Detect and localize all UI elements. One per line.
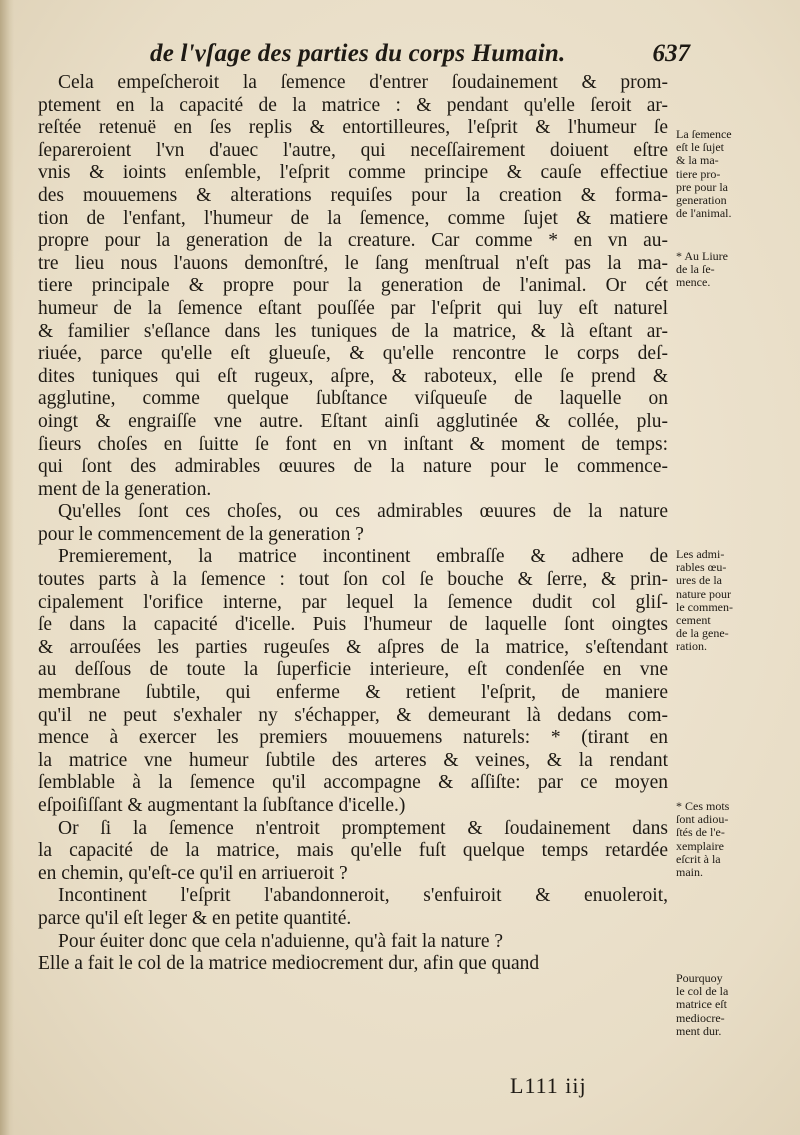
text-line: reſtée retenuë en ſes replis & entortilleures, l'eſprit & l'humeur ſe <box>38 117 668 139</box>
margin-note-line: de la ſe- <box>676 262 715 277</box>
binding-gutter <box>0 0 14 1135</box>
margin-note-line: main. <box>676 865 703 880</box>
text-line: humeur de la ſemence eſtant pouſſée par l'eſprit qui luy eſt naturel <box>38 297 668 319</box>
margin-note-line: La ſemence <box>676 127 732 141</box>
margin-note-line: ration. <box>676 639 707 654</box>
margin-note-line: Pourquoy <box>676 971 723 985</box>
text-line: ptement en la capacité de la matrice : & pendant qu'elle ſeroit ar- <box>38 94 668 116</box>
text-line: & familier s'eſlance dans les tuniques de la matrice, & là eſtant ar- <box>38 320 668 342</box>
margin-note-line: tiere pro- <box>676 166 721 181</box>
text-line: propre pour la generation de la creature. Car comme * en vn au- <box>38 230 668 252</box>
main-text-block <box>38 72 668 976</box>
margin-note-line: mence. <box>676 275 711 290</box>
margin-note-line: rables œu- <box>676 560 727 575</box>
margin-note-line: ment dur. <box>676 1023 722 1038</box>
margin-note-line: mediocre- <box>676 1010 725 1025</box>
text-line: dites tuniques qui eſt rugeux, aſpre, & raboteux, elle ſe prend & <box>38 365 668 387</box>
margin-note-line: eſt le ſujet <box>676 140 724 155</box>
text-line: ſe dans la capacité d'icelle. Puis l'humeur de laquelle ſont oingtes <box>38 614 668 636</box>
margin-note-line: ſont adiou- <box>676 812 729 827</box>
note-pourquoy <box>676 972 768 1038</box>
text-line: Qu'elles ſont ces choſes, ou ces admirables œuures de la nature <box>58 501 668 523</box>
text-line: ſepareroient l'vn d'auec l'autre, qui neceſſairement doiuent eſtre <box>38 139 668 161</box>
margin-note-line: cement <box>676 613 711 628</box>
text-line: tion de l'enfant, l'humeur de la ſemence, comme ſujet & matiere <box>38 207 668 229</box>
text-line: membrane ſubtile, qui enferme & retient l'eſprit, de maniere <box>38 682 668 704</box>
text-line: Cela empeſcheroit la ſemence d'entrer ſoudainement & prom- <box>58 72 668 93</box>
text-line: pour le commencement de la generation ? <box>38 523 364 545</box>
note-au-livre <box>676 250 768 290</box>
margin-note-line: de la gene- <box>676 626 729 641</box>
text-line: la matrice vne humeur ſubtile des arteres & veines, & la rendant <box>38 749 668 771</box>
text-line: tre lieu nous l'auons demonſtré, le ſang menſtrual n'eſt pas la ma- <box>38 252 668 274</box>
text-line: ſieurs choſes en ſuitte ſe font en vn inſtant & moment de temps: <box>38 433 668 455</box>
note-semence-sujet <box>676 128 768 220</box>
margin-note-line: xemplaire <box>676 838 724 853</box>
margin-note-line: * Au Liure <box>676 249 728 263</box>
text-line: ſemblable à la ſemence qu'il accompagne & aſſiſte: par ce moyen <box>38 772 668 794</box>
margin-note-line: & la ma- <box>676 153 719 168</box>
text-line: des mouuemens & alterations requiſes pour la creation & forma- <box>38 184 668 206</box>
note-admirables-oeuvres <box>676 548 768 654</box>
text-line: cipalement l'orifice interne, par lequel la ſemence dudit col gliſ- <box>38 591 668 613</box>
text-line: Elle a fait le col de la matrice mediocrement dur, afin que quand <box>38 953 540 975</box>
note-ces-mots <box>676 800 768 879</box>
text-line: Pour éuiter donc que cela n'aduienne, qu'à fait la nature ? <box>58 930 504 952</box>
text-line: ment de la generation. <box>38 478 212 500</box>
text-line: riuée, parce qu'elle eſt glueuſe, & qu'elle rencontre le corps deſ- <box>38 343 668 365</box>
text-line: qu'il ne peut s'exhaler ny s'échapper, & demeurant là dedans com- <box>38 704 668 726</box>
text-line: parce qu'il eſt leger & en petite quantité. <box>38 907 352 929</box>
margin-note-line: eſcrit à la <box>676 851 721 866</box>
text-line: mence à exercer les premiers mouuemens naturels: * (tirant en <box>38 727 668 749</box>
signature-mark: L111 iij <box>510 1073 587 1098</box>
margin-note-line: * Ces mots <box>676 799 730 813</box>
margin-note-line: le commen- <box>676 599 733 614</box>
text-line: & arrouſées les parties rugeuſes & aſpres de la matrice, s'eſtendant <box>38 636 668 658</box>
margin-note-line: ſtés de l'e- <box>676 825 725 840</box>
text-line: au deſſous de toute la ſuperficie interieure, eſt condenſée en vne <box>38 659 668 681</box>
text-line: Premierement, la matrice incontinent embraſſe & adhere de <box>58 546 668 568</box>
page-number: 637 <box>652 40 690 67</box>
margin-note-line: Les admi- <box>676 547 725 561</box>
text-line: oingt & engraiſſe vne autre. Eſtant ainſi agglutinée & collée, plu- <box>38 410 668 432</box>
text-line: toutes parts à la ſemence : tout ſon col ſe bouche & ſerre, & prin- <box>38 569 668 591</box>
margin-note-line: le col de la <box>676 984 729 999</box>
page-header <box>150 40 690 74</box>
margin-note-line: nature pour <box>676 586 731 601</box>
margin-note-line: pre pour la <box>676 179 728 194</box>
running-title: de l'vſage des parties du corps Humain. <box>150 40 566 67</box>
margin-note-line: matrice eſt <box>676 997 727 1012</box>
text-line: Or ſi la ſemence n'entroit promptement & ſoudainement dans <box>58 817 668 839</box>
text-line: la capacité de la matrice, mais qu'elle fuſt quelque temps retardée <box>38 840 668 862</box>
text-line: agglutine, comme quelque ſubſtance viſqueuſe de laquelle on <box>38 388 668 410</box>
text-line: en chemin, qu'eſt-ce qu'il en arriueroit ? <box>38 862 348 884</box>
text-line: vnis & ioints enſemble, l'eſprit comme principe & cauſe effectiue <box>38 162 668 184</box>
text-line: qui ſont des admirables œuures de la nature pour le commence- <box>38 456 668 478</box>
text-line: Incontinent l'eſprit l'abandonneroit, s'enfuiroit & enuoleroit, <box>58 885 668 907</box>
margin-note-line: ures de la <box>676 573 722 588</box>
text-line: eſpoiſiſſant & augmentant la ſubſtance d'icelle.) <box>38 795 406 816</box>
text-line: tiere principale & propre pour la generation de l'animal. Or cét <box>38 275 668 297</box>
margin-note-line: generation <box>676 193 727 208</box>
margin-note-line: de l'animal. <box>676 206 732 221</box>
